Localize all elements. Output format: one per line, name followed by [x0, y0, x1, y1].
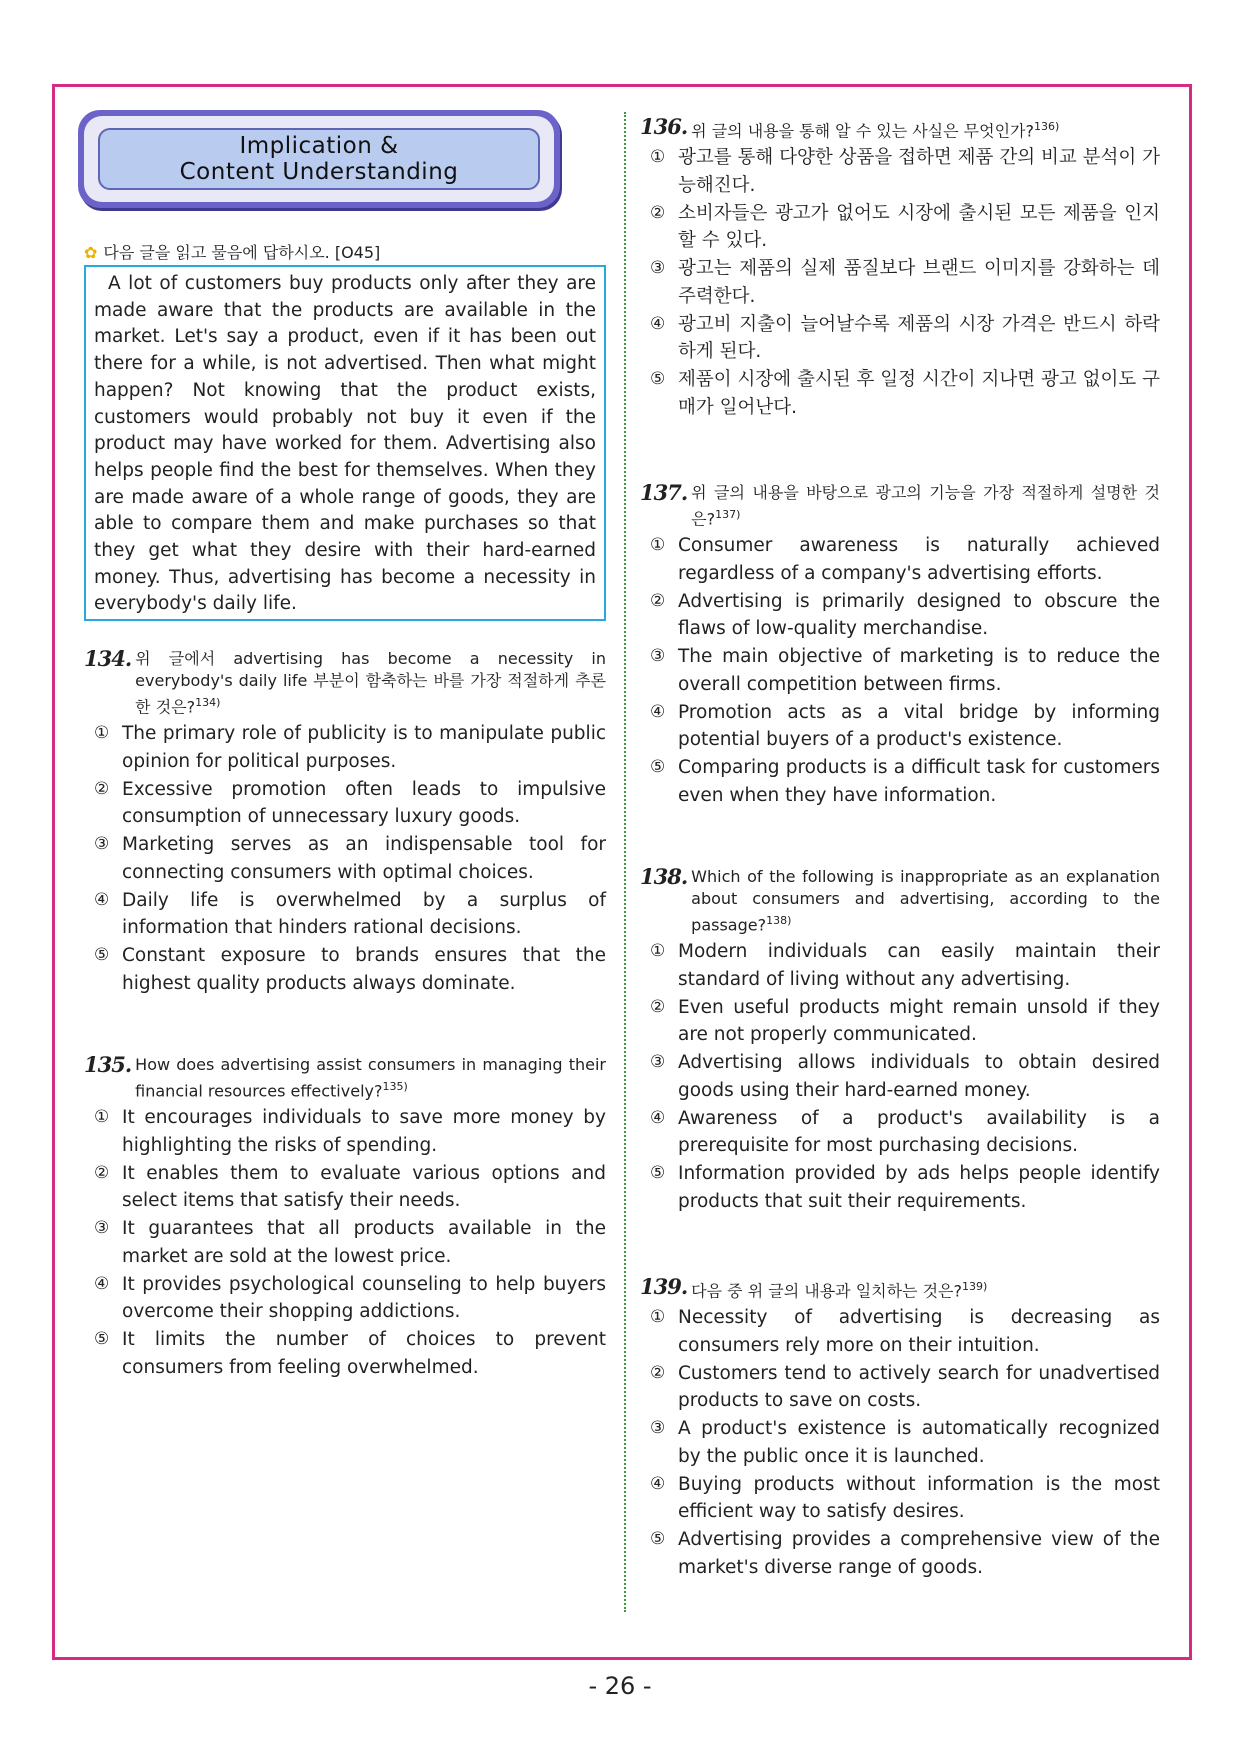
question-number: 138. — [640, 864, 688, 889]
option: ③ Advertising allows individuals to obtain desired goods using their hard-earned money. — [650, 1052, 1160, 1101]
option: ③ The main objective of marketing is to reduce the overall competition between firms. — [650, 646, 1160, 695]
option: ⑤ Information provided by ads helps people identify products that suit their requirements. — [650, 1162, 1160, 1212]
option: ① Necessity of advertising is decreasing as consumers rely more on their intuition. — [650, 1307, 1160, 1357]
option: ② It enables them to evaluate various options and select items that satisfy their needs. — [94, 1162, 606, 1212]
option: ① It encourages individuals to save more money by highlighting the risks of spending. — [94, 1107, 606, 1157]
question-134 — [84, 648, 606, 997]
option: ② Advertising is primarily designed to obscure the flaws of low-quality merchandise. — [650, 590, 1160, 640]
question-number: 139. — [640, 1274, 688, 1299]
question-137 — [640, 482, 1160, 809]
option: ② 소비자들은 광고가 없어도 시장에 출시된 모든 제품을 인지할 수 있다. — [650, 202, 1160, 252]
option: ③ It guarantees that all products available in the market are sold at the lowest price. — [94, 1218, 606, 1267]
option: ③ 광고는 제품의 실제 품질보다 브랜드 이미지를 강화하는 데 주력한다. — [650, 258, 1160, 307]
option: ⑤ Advertising provides a comprehensive view of the market's diverse range of goods. — [650, 1528, 1160, 1578]
question-number: 135. — [84, 1052, 132, 1077]
instruction — [84, 240, 380, 263]
passage-text: A lot of customers buy products only after they are made aware that the products are available in the market. Let's say a product, even if it has been out there for a while, is not advertised. Then what might happen? Not knowing that the product exists, customers would probably not buy it even if the product may have worked for them. Advertising also helps people find the best for themselves. When they are made aware of a whole range of goods, they are able to compare them and make purchases so that they get what they desire with their hard-earned money. Thus, advertising has become a necessity in everybody's daily life. — [94, 273, 596, 615]
question-139 — [640, 1276, 1160, 1581]
option: ① The primary role of publicity is to manipulate public opinion for political purposes. — [94, 723, 606, 773]
instruction-text: 다음 글을 읽고 물음에 답하시오. [O45] — [103, 243, 381, 262]
option: ④ 광고비 지출이 늘어날수록 제품의 시장 가격은 반드시 하락하게 된다. — [650, 313, 1160, 363]
option: ④ Awareness of a product's availability is a prerequisite for most purchasing decisions. — [650, 1107, 1160, 1157]
option: ③ Marketing serves as an indispensable tool for connecting consumers with optimal choices. — [94, 834, 606, 883]
flower-icon: ✿ — [84, 243, 98, 262]
option: ① 광고를 통해 다양한 상품을 접하면 제품 간의 비교 분석이 가능해진다. — [650, 147, 1160, 197]
question-text: 위 글의 내용을 바탕으로 광고의 기능을 가장 적절하게 설명한 것은?$^{137)}$ — [691, 483, 1160, 529]
option: ⑤ Constant exposure to brands ensures that the highest quality products always dominate. — [94, 944, 606, 994]
question-number: 136. — [640, 114, 688, 139]
option: ④ Promotion acts as a vital bridge by informing potential buyers of a product's existence. — [650, 701, 1160, 751]
option: ④ Buying products without information is the most efficient way to satisfy desires. — [650, 1473, 1160, 1523]
page-number: - 26 - — [588, 1672, 652, 1700]
option: ⑤ It limits the number of choices to prevent consumers from feeling overwhelmed. — [94, 1328, 606, 1378]
column-divider — [624, 112, 626, 1612]
section-title-line1: Implication & — [239, 133, 399, 159]
question-text: 다음 중 위 글의 내용과 일치하는 것은?$^{139)}$ — [691, 1280, 988, 1301]
option: ② Excessive promotion often leads to impulsive consumption of unnecessary luxury goods. — [94, 778, 606, 828]
question-136 — [640, 116, 1160, 421]
question-text: How does advertising assist consumers in managing their financial resources effectively?$^{135)}$ — [135, 1055, 606, 1101]
section-title-box — [78, 110, 560, 208]
option: ① Modern individuals can easily maintain their standard of living without any advertising. — [650, 941, 1160, 991]
question-number: 137. — [640, 480, 688, 505]
option: ① Consumer awareness is naturally achieved regardless of a company's advertising efforts. — [650, 535, 1160, 585]
option: ④ Daily life is overwhelmed by a surplus of information that hinders rational decisions. — [94, 889, 606, 939]
option: ⑤ Comparing products is a difficult task for customers even when they have information. — [650, 756, 1160, 806]
question-text: 위 글의 내용을 통해 알 수 있는 사실은 무엇인가?$^{136)}$ — [691, 120, 1060, 141]
section-title-line2: Content Understanding — [179, 159, 459, 185]
option: ③ A product's existence is automatically recognized by the public once it is launched. — [650, 1418, 1160, 1467]
option: ④ It provides psychological counseling to help buyers overcome their shopping addictions. — [94, 1273, 606, 1323]
question-135 — [84, 1054, 606, 1381]
option: ② Even useful products might remain unsold if they are not properly communicated. — [650, 996, 1160, 1046]
option: ② Customers tend to actively search for unadvertised products to save on costs. — [650, 1362, 1160, 1412]
question-number: 134. — [84, 646, 132, 671]
question-138 — [640, 866, 1160, 1215]
question-text: 위 글에서 advertising has become a necessity in everybody's daily life 부분이 함축하는 바를 가장 적절하게 추론한 것은?$^{134)}$ — [135, 649, 606, 717]
question-text: Which of the following is inappropriate as an explanation about consumers and advertising, according to the passage?$^{138)}$ — [691, 867, 1160, 935]
passage-box — [84, 265, 606, 621]
option: ⑤ 제품이 시장에 출시된 후 일정 시간이 지나면 광고 없이도 구매가 일어난다. — [650, 368, 1160, 418]
